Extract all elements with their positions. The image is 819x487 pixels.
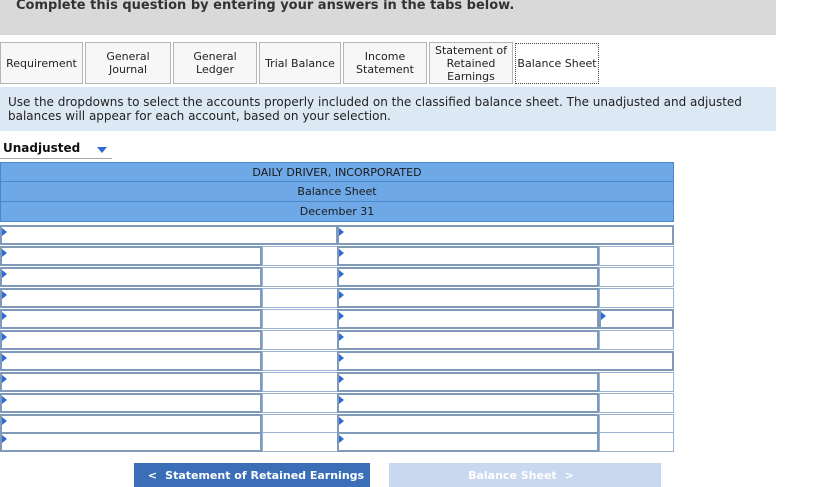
account-select[interactable] [0,288,262,308]
dropdown-marker-icon [2,291,7,299]
dropdown-marker-icon [2,375,7,383]
amount-input[interactable] [599,288,674,308]
amount-input[interactable] [262,330,338,350]
account-select[interactable] [0,330,262,350]
account-select[interactable] [337,309,599,329]
table-row [0,432,674,452]
account-select[interactable] [0,432,262,452]
next-tab-button[interactable] [389,463,661,487]
dropdown-marker-icon [2,354,7,362]
table-row [0,225,674,245]
dropdown-marker-icon [2,333,7,341]
account-select[interactable] [337,246,599,266]
prev-tab-label: Statement of Retained Earnings [165,468,365,482]
balance-sheet [0,162,674,222]
amount-input[interactable] [599,393,674,413]
amount-input[interactable] [262,432,338,452]
table-row [0,372,674,392]
account-select[interactable] [0,267,262,287]
amount-input[interactable] [262,246,338,266]
account-select[interactable] [0,372,262,392]
dropdown-marker-icon [2,249,7,257]
tab-trial-balance[interactable]: Trial Balance [259,42,341,84]
account-select[interactable] [0,414,262,434]
tab-statement-of-retained-earnings[interactable]: Statement of Retained Earnings [429,42,513,84]
dropdown-marker-icon [339,270,344,278]
amount-input[interactable] [262,309,338,329]
table-row [0,267,674,287]
statement-title: Balance Sheet [0,182,674,202]
amount-input[interactable] [599,267,674,287]
amount-input[interactable] [262,414,338,434]
chevron-right-icon: > [564,468,574,482]
dropdown-marker-icon [339,228,344,236]
dropdown-marker-icon [2,396,7,404]
dropdown-marker-icon [601,312,606,320]
account-select[interactable] [337,372,599,392]
dropdown-marker-icon [339,312,344,320]
dropdown-marker-icon [339,354,344,362]
amount-input[interactable] [599,246,674,266]
chevron-left-icon: < [147,468,158,482]
table-row [0,351,674,371]
account-select[interactable] [0,309,262,329]
amount-input[interactable] [262,267,338,287]
amount-input[interactable] [262,351,338,371]
statement-date: December 31 [0,202,674,222]
assets-heading-select[interactable] [0,225,338,245]
total-input[interactable] [599,309,674,329]
dropdown-marker-icon [2,435,7,443]
header-bar [0,0,776,35]
dropdown-marker-icon [339,435,344,443]
tab-general-journal[interactable]: General Journal [85,42,171,84]
account-select[interactable] [0,351,262,371]
tab-general-ledger[interactable]: General Ledger [173,42,257,84]
dropdown-marker-icon [339,291,344,299]
next-tab-label: Balance Sheet [468,468,557,482]
amount-input[interactable] [599,432,674,452]
section-heading-select[interactable] [337,351,674,371]
tab-income-statement[interactable]: Income Statement [343,42,427,84]
table-row [0,393,674,413]
account-select[interactable] [337,414,599,434]
tab-balance-sheet[interactable]: Balance Sheet [515,43,599,84]
table-row [0,246,674,266]
dropdown-marker-icon [339,375,344,383]
amount-input[interactable] [262,393,338,413]
account-select[interactable] [337,432,599,452]
amount-input[interactable] [599,372,674,392]
prev-tab-button[interactable] [134,463,370,487]
dropdown-marker-icon [2,312,7,320]
dropdown-marker-icon [339,417,344,425]
dropdown-marker-icon [2,270,7,278]
dropdown-marker-icon [2,228,7,236]
account-select[interactable] [337,267,599,287]
dropdown-marker-icon [339,249,344,257]
account-select[interactable] [337,330,599,350]
account-select[interactable] [0,393,262,413]
amount-input[interactable] [599,414,674,434]
header-instruction: Complete this question by entering your answers in the tabs below. [16,0,515,13]
company-name: DAILY DRIVER, INCORPORATED [0,162,674,182]
dropdown-marker-icon [339,333,344,341]
table-row [0,288,674,308]
account-select[interactable] [337,288,599,308]
chevron-down-icon[interactable] [97,147,107,153]
table-row [0,330,674,350]
balance-mode-selected: Unadjusted [3,141,81,155]
tab-requirement[interactable]: Requirement [0,42,83,84]
amount-input[interactable] [262,288,338,308]
table-row [0,309,674,329]
dropdown-marker-icon [339,396,344,404]
amount-input[interactable] [599,330,674,350]
instructions-text: Use the dropdowns to select the accounts properly included on the classified balance sheet. The unadjusted and adjusted balances will appear for each account, based on your selection. [0,87,776,131]
account-select[interactable] [337,393,599,413]
liabilities-heading-select[interactable] [337,225,674,245]
amount-input[interactable] [262,372,338,392]
dropdown-marker-icon [2,417,7,425]
account-select[interactable] [0,246,262,266]
table-row [0,414,674,434]
balance-mode-dropdown[interactable] [0,140,112,159]
